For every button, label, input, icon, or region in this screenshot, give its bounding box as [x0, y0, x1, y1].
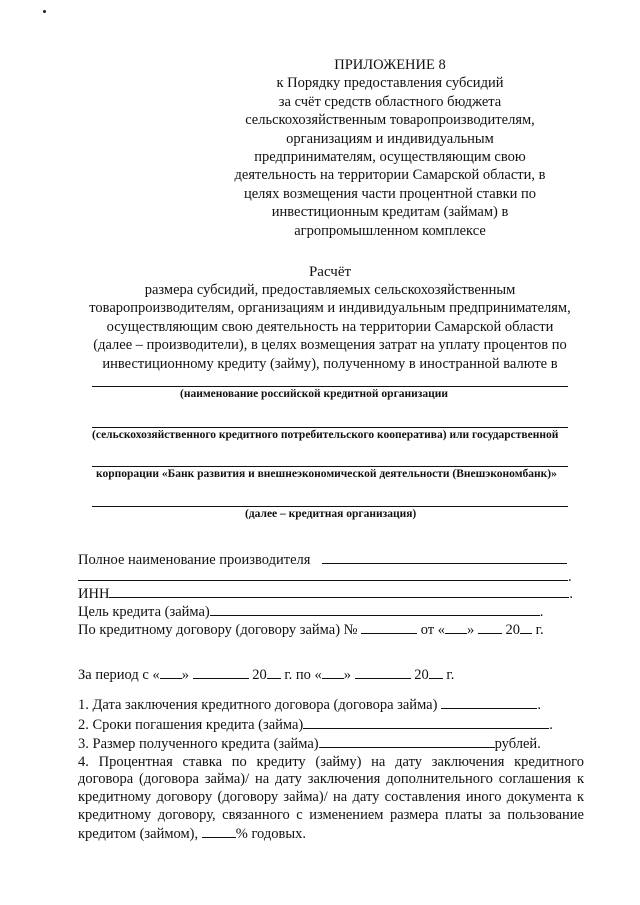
corp-name-line[interactable] — [92, 466, 568, 467]
calculation-line: инвестиционному кредиту (займу), полученному в иностранной валюте в — [102, 355, 558, 372]
appendix-line: инвестиционным кредитам (займам) в — [271, 204, 509, 221]
item-2-field[interactable] — [303, 715, 549, 729]
contract-row — [78, 620, 544, 639]
item-2-dot: . — [549, 716, 553, 733]
purpose-row — [78, 602, 543, 621]
period-to-year-field[interactable] — [429, 665, 443, 679]
period-to-day-field[interactable] — [322, 665, 344, 679]
item-1 — [78, 695, 584, 715]
item-4-line: кредитному договору, связанного с изменением размера платы за пользование — [78, 806, 584, 823]
inn-label: ИНН — [78, 586, 110, 602]
calculation-line: осуществляющим свою деятельность на территории Самарской области — [106, 318, 554, 335]
contract-date-open: от « — [420, 622, 446, 638]
item-4-line: 4. Процентная ставка по кредиту (займу) на дату заключения кредитного — [78, 753, 584, 770]
item-4-line: договора (договора займа)/ на дату заключения дополнительного соглашения к — [78, 771, 584, 788]
inn-dot: . — [569, 586, 574, 602]
item-4-last — [78, 824, 584, 844]
interest-rate-field[interactable] — [202, 824, 236, 838]
producer-name-field-2[interactable] — [78, 567, 568, 581]
period-row — [78, 665, 454, 684]
calculation-subtitle — [40, 281, 620, 373]
period-from-label: За период с « — [78, 667, 160, 683]
period-to-close: » — [343, 667, 352, 683]
appendix-line: за счёт средств областного бюджета — [278, 93, 502, 110]
period-from-close: » — [181, 667, 189, 683]
period-to-label: г. по « — [284, 667, 322, 683]
contract-day-field[interactable] — [445, 620, 467, 634]
appendix-line: сельскохозяйственным товаропроизводителям, — [245, 112, 535, 129]
calculation-line: размера субсидий, предоставляемых сельскохозяйственным — [144, 282, 516, 298]
item-1-label: 1. Дата заключения кредитного договора (договора займа) — [78, 697, 438, 713]
item-1-field[interactable] — [441, 695, 537, 709]
credit-org-caption: (далее – кредитная организация) — [245, 508, 417, 520]
appendix-line: организациям и индивидуальным — [286, 130, 494, 147]
purpose-field[interactable] — [210, 602, 540, 616]
bank-name-caption: (наименование российской кредитной организации — [180, 388, 449, 400]
contract-year-prefix: 20 — [505, 622, 521, 638]
contract-year-field[interactable] — [520, 620, 532, 634]
purpose-dot: . — [539, 604, 544, 620]
appendix-line: агропромышленном комплексе — [294, 222, 486, 239]
item-3-label: 3. Размер полученного кредита (займа) — [78, 736, 319, 753]
purpose-label: Цель кредита (займа) — [78, 604, 210, 620]
item-2 — [78, 715, 584, 735]
contract-year-suffix: г. — [535, 622, 544, 638]
item-2-label: 2. Сроки погашения кредита (займа) — [78, 716, 304, 733]
period-from-day-field[interactable] — [160, 665, 182, 679]
bank-name-line[interactable] — [92, 386, 568, 387]
credit-org-line[interactable] — [92, 506, 568, 507]
period-to-year-suffix: г. — [446, 667, 455, 683]
calculation-line: товаропроизводителям, организациям и индивидуальным предпринимателям, — [89, 300, 571, 317]
item-4-unit: % годовых. — [235, 826, 306, 843]
item-3 — [78, 734, 584, 754]
appendix-line: деятельность на территории Самарской области, в — [234, 167, 546, 184]
coop-caption: (сельскохозяйственного кредитного потребительского кооператива) или государственной — [92, 429, 559, 441]
item-4-line: кредитному договору (договору займа)/ на дату составления иного документа к — [78, 788, 584, 805]
appendix-number: ПРИЛОЖЕНИЕ 8 — [334, 57, 446, 73]
contract-number-field[interactable] — [361, 620, 417, 634]
period-from-year-field[interactable] — [267, 665, 281, 679]
period-to-year-prefix: 20 — [414, 667, 429, 683]
period-from-month-field[interactable] — [193, 665, 249, 679]
corp-caption: корпорации «Банк развития и внешнеэкономической деятельности (Внешэкономбанк)» — [96, 468, 557, 480]
contract-date-close: » — [467, 622, 475, 638]
inn-field[interactable] — [109, 584, 569, 598]
appendix-line: предпринимателям, осуществляющим свою — [254, 149, 526, 166]
calculation-line: (далее – производители), в целях возмещения затрат на уплату процентов по — [93, 337, 567, 354]
appendix-line: целях возмещения части процентной ставки по — [243, 185, 537, 202]
producer-name-label: Полное наименование производителя — [78, 552, 311, 568]
producer-name-field[interactable] — [322, 550, 567, 564]
scan-speck — [43, 10, 46, 13]
items-list — [78, 695, 584, 844]
period-to-month-field[interactable] — [355, 665, 411, 679]
item-1-dot: . — [537, 697, 542, 713]
appendix-line: к Порядку предоставления субсидий — [276, 75, 504, 92]
producer-name-dot: . — [568, 569, 572, 585]
coop-name-line[interactable] — [92, 427, 568, 428]
appendix-header — [225, 56, 555, 240]
item-4-last-label: кредитом (займом), — [78, 826, 199, 843]
contract-month-field[interactable] — [478, 620, 502, 634]
item-3-unit: рублей. — [494, 736, 541, 753]
contract-label: По кредитному договору (договору займа) № — [78, 622, 358, 638]
item-3-field[interactable] — [319, 734, 495, 748]
inn-row — [78, 584, 573, 603]
calculation-title: Расчёт — [308, 264, 352, 280]
period-from-year-prefix: 20 — [252, 667, 267, 683]
